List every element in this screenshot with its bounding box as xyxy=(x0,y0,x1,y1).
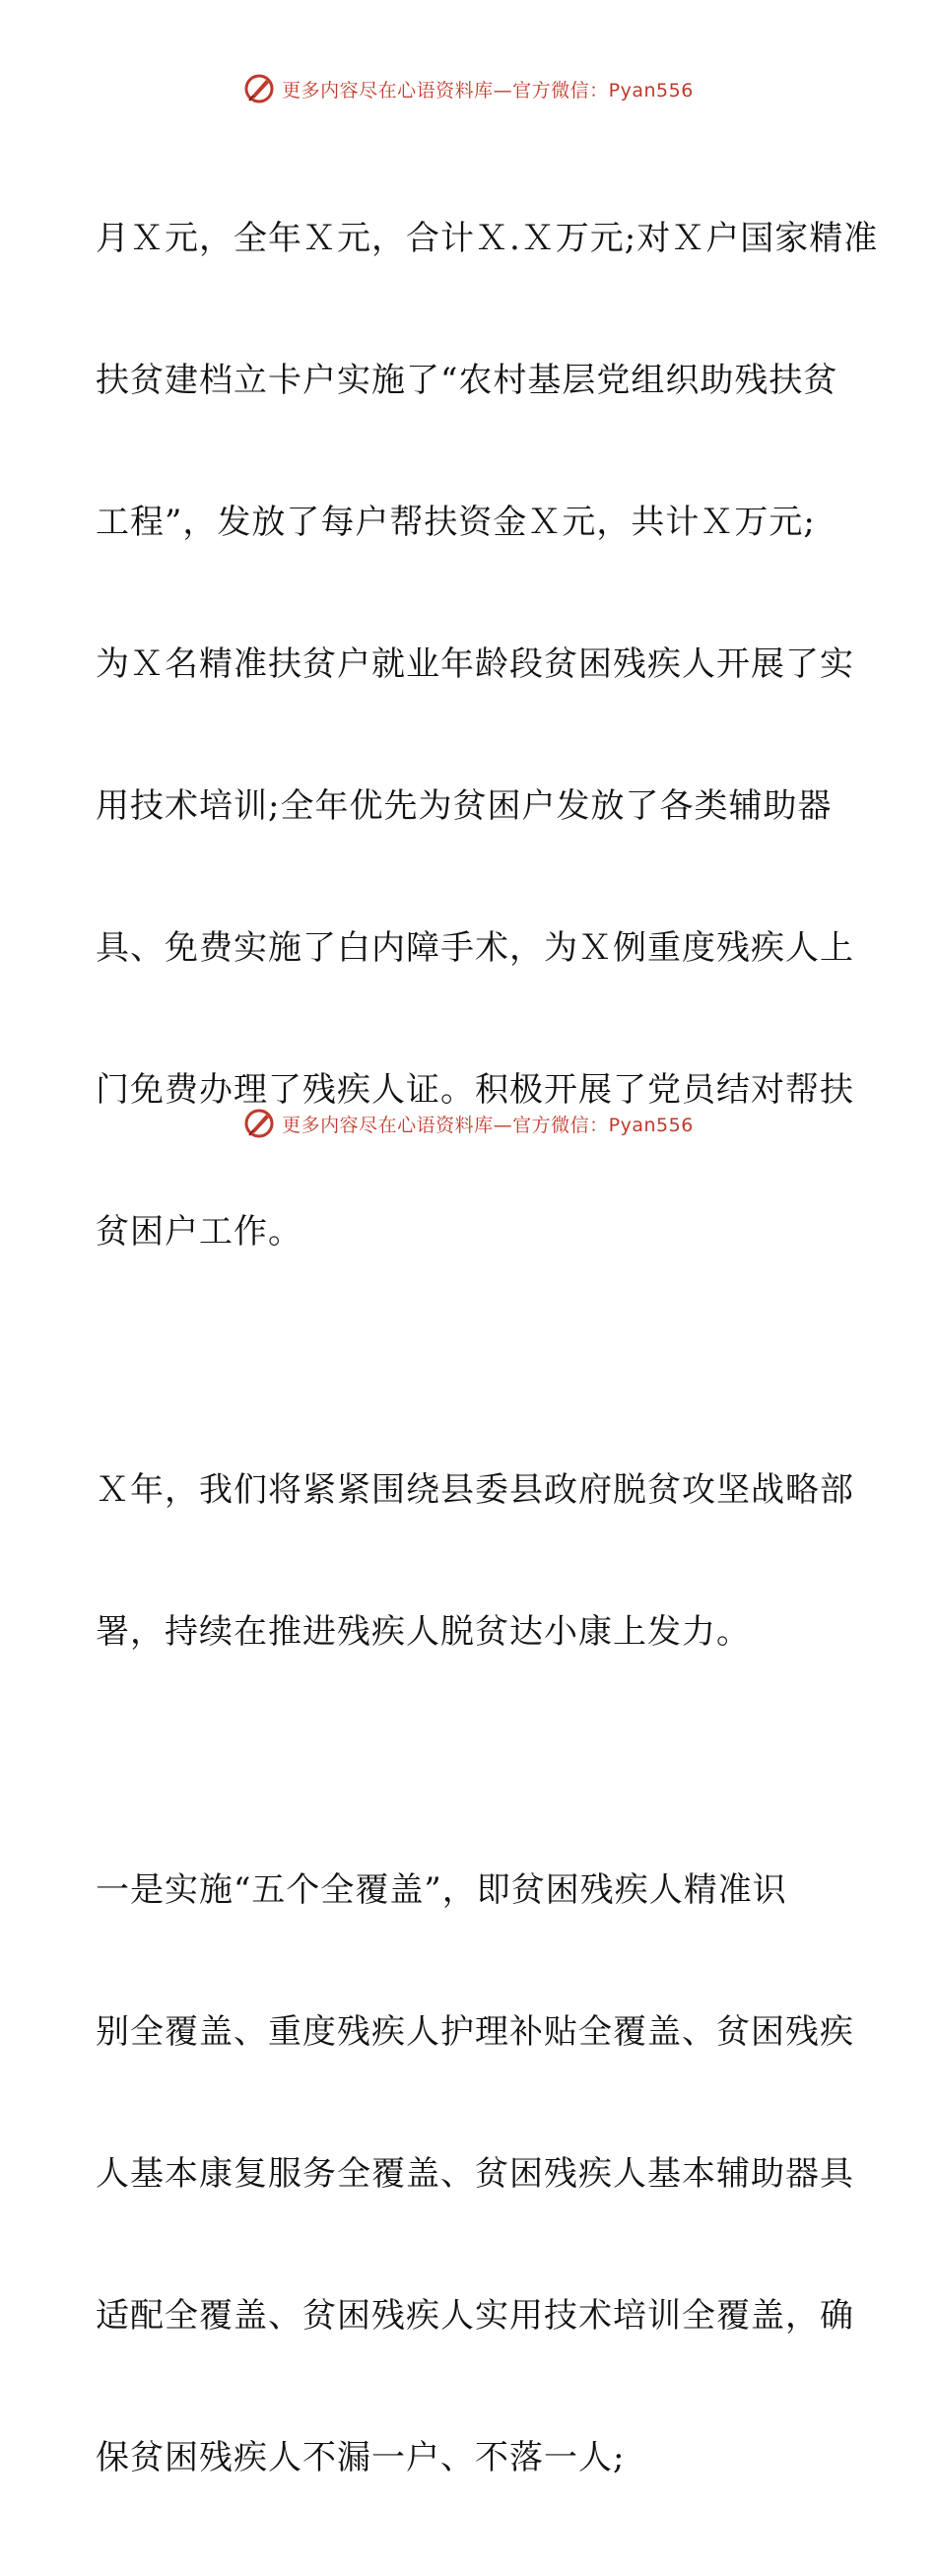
quill-logo-icon xyxy=(242,72,276,105)
text-line: 贫困户工作。 xyxy=(96,1212,302,1252)
text-line: 具、免费实施了白内障手术，为Ｘ例重度残疾人上 xyxy=(96,928,854,968)
header-banner-text: 更多内容尽在心语资料库—官方微信：Pyan556 xyxy=(282,79,694,102)
footer-banner xyxy=(0,1104,936,1143)
paragraph-2 xyxy=(96,1372,854,1750)
text-line: 为Ｘ名精准扶贫户就业年龄段贫困残疾人开展了实 xyxy=(96,644,854,684)
footer-banner-text: 更多内容尽在心语资料库—官方微信：Pyan556 xyxy=(282,1114,694,1136)
text-line: 扶贫建档立卡户实施了“农村基层党组织助残扶贫 xyxy=(96,361,838,400)
text-line: 用技术培训;全年优先为贫困户发放了各类辅助器 xyxy=(96,786,833,826)
text-line: 适配全覆盖、贫困残疾人实用技术培训全覆盖，确 xyxy=(96,2296,854,2336)
text-line: 月Ｘ元，全年Ｘ元，合计Ｘ.Ｘ万元;对Ｘ户国家精准 xyxy=(96,219,879,258)
text-line: 别全覆盖、重度残疾人护理补贴全覆盖、贫困残疾 xyxy=(96,2012,854,2052)
text-line: 署，持续在推进残疾人脱贫达小康上发力。 xyxy=(96,1612,751,1652)
document-body xyxy=(96,120,879,2576)
text-line: 工程”，发放了每户帮扶资金Ｘ元，共计Ｘ万元; xyxy=(96,503,816,542)
text-line: 门免费办理了残疾人证。积极开展了党员结对帮扶 xyxy=(96,1070,854,1110)
paragraph-spacer xyxy=(96,1750,844,1772)
text-line: Ｘ年，我们将紧紧围绕县委县政府脱贫攻坚战略部 xyxy=(96,1470,854,1510)
text-line: 一是实施“五个全覆盖”，即贫困残疾人精准识 xyxy=(96,1870,787,1910)
paragraph-1 xyxy=(96,120,879,1350)
text-line: 保贫困残疾人不漏一户、不落一人; xyxy=(96,2438,626,2477)
header-banner xyxy=(0,69,936,108)
paragraph-spacer xyxy=(96,1350,844,1372)
text-line: 人基本康复服务全覆盖、贫困残疾人基本辅助器具 xyxy=(96,2154,854,2194)
paragraph-3 xyxy=(96,1772,854,2576)
quill-logo-icon xyxy=(242,1107,276,1140)
